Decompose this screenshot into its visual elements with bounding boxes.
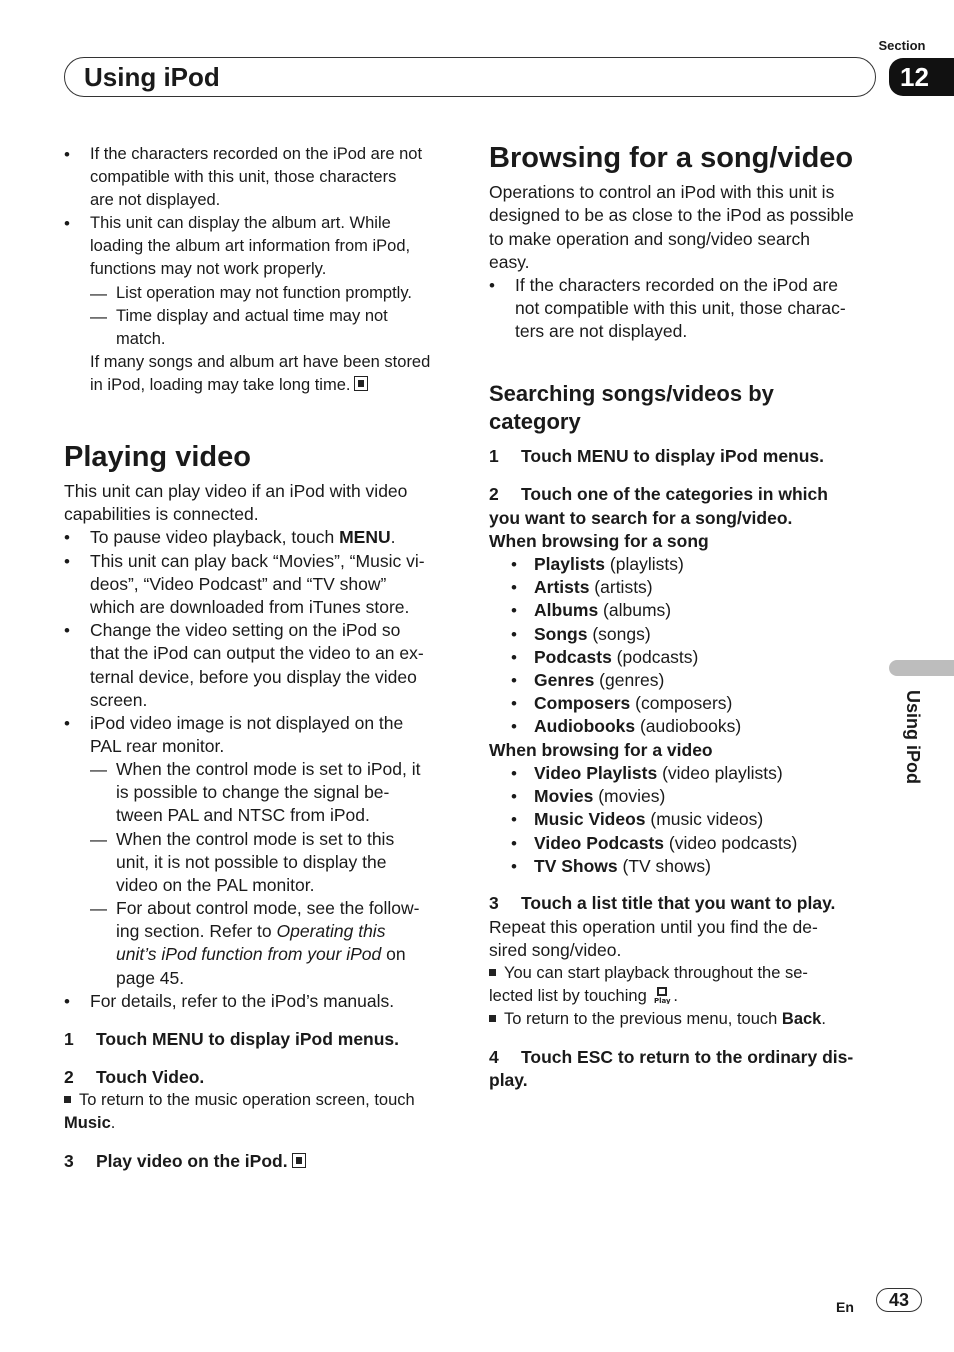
bullet-dot: • [511, 647, 517, 667]
text-span: . [821, 1010, 826, 1028]
text-span: in iPod, loading may take long time. [90, 376, 351, 394]
category-item [534, 669, 664, 692]
section-heading-playing-video: Playing video [64, 441, 251, 473]
bullet-dot: • [64, 214, 70, 233]
step-number: 1 [489, 446, 499, 466]
text-line: functions may not work properly. [90, 260, 327, 278]
text-line: loading the album art information from iPod, [90, 237, 411, 255]
text-line: Time display and actual time may not [116, 307, 388, 325]
step-number: 3 [64, 1151, 74, 1171]
bullet-dot: • [64, 992, 70, 1011]
text-line: designed to be as close to the iPod as possible [489, 205, 854, 225]
step-text: play. [489, 1070, 528, 1090]
category-item [534, 692, 732, 715]
cross-reference: unit’s iPod function from your iPod [116, 944, 382, 964]
category-name: Movies [534, 786, 594, 807]
category-name: Genres [534, 670, 595, 690]
category-name: Video Playlists [534, 763, 658, 783]
category-desc: (movies) [593, 786, 666, 807]
square-bullet-icon [489, 1015, 496, 1022]
category-item [534, 832, 797, 855]
category-item [534, 623, 651, 646]
step-text: Touch MENU to display iPod menus. [96, 1029, 400, 1049]
category-desc: (songs) [587, 623, 651, 644]
section-number: 12 [889, 58, 954, 96]
step-text: Touch a list title that you want to play. [521, 893, 836, 913]
text-line [116, 943, 406, 966]
section-label: Section [878, 38, 926, 53]
step-number: 2 [489, 484, 499, 504]
text-line: is possible to change the signal be- [116, 782, 390, 802]
text-line: to make operation and song/video search [489, 229, 811, 249]
step-text: Touch Video. [96, 1067, 205, 1087]
side-tab-label: Using iPod [903, 690, 923, 784]
text-line: For details, refer to the iPod’s manuals. [90, 991, 395, 1011]
category-item [534, 715, 741, 738]
note-line [489, 1008, 826, 1031]
category-desc: (music videos) [645, 809, 764, 830]
text-line: not compatible with this unit, those charac- [515, 298, 846, 318]
text-span: To return to the previous menu, touch [504, 1010, 782, 1028]
text-line: unit, it is not possible to display the [116, 852, 387, 872]
bullet-dot: • [64, 714, 70, 733]
text-line: capabilities is connected. [64, 504, 259, 524]
menu-keyword: MENU [339, 527, 391, 547]
video-heading: When browsing for a video [489, 740, 713, 760]
side-tab-marker [889, 660, 954, 676]
text-line: which are downloaded from iTunes store. [90, 597, 410, 617]
text-line: deos”, “Video Podcast” and “TV show” [90, 574, 387, 594]
text-span: ing section. Refer to [116, 921, 277, 941]
category-item [534, 808, 763, 831]
category-item [534, 646, 698, 669]
category-desc: (video podcasts) [664, 832, 798, 853]
bullet-dot: • [511, 833, 517, 853]
text-line: If many songs and album art have been stored [90, 353, 431, 371]
bullet-dot: • [64, 621, 70, 640]
bullet-dot: • [511, 671, 517, 690]
svg-text:Play: Play [654, 997, 671, 1004]
dash-mark: — [90, 307, 107, 326]
dash-mark: — [90, 899, 107, 918]
back-keyword: Back [781, 1010, 822, 1028]
section-heading-browsing: Browsing for a song/video [489, 142, 854, 174]
text-line: video on the PAL monitor. [116, 875, 315, 895]
bullet-dot: • [511, 555, 517, 574]
note-line [489, 962, 808, 985]
text-line: that the iPod can output the video to an ex- [90, 643, 424, 663]
bullet-dot: • [511, 624, 517, 644]
text-line: sired song/video. [489, 940, 622, 960]
category-name: Composers [534, 693, 631, 714]
text-line: Repeat this operation until you find the de- [489, 917, 818, 937]
category-desc: (genres) [594, 670, 665, 690]
play-all-icon [653, 986, 671, 1004]
text-line: This unit can play back “Movies”, “Music vi- [90, 551, 425, 571]
text-span: To return to the music operation screen, touch [79, 1091, 415, 1109]
category-desc: (TV shows) [617, 855, 711, 876]
category-item [534, 855, 711, 878]
category-item [534, 785, 665, 808]
bullet-dot: • [511, 601, 517, 621]
bullet-dot: • [511, 810, 517, 830]
text-span: You can start playback throughout the se- [504, 964, 808, 982]
text-line: are not displayed. [90, 191, 221, 209]
category-name: Music Videos [534, 809, 646, 830]
cross-reference: Operating this [276, 921, 386, 941]
text-line: match. [116, 330, 166, 348]
text-span: Play video on the iPod. [96, 1151, 288, 1171]
language-label: En [836, 1299, 854, 1315]
category-item [534, 553, 684, 576]
text-line: This unit can play video if an iPod with video [64, 481, 408, 501]
text-line [90, 374, 368, 397]
subheading-searching: category [489, 409, 581, 434]
step-number: 1 [64, 1029, 74, 1049]
bullet-dot: • [511, 578, 517, 598]
category-desc: (video playlists) [657, 763, 783, 783]
song-heading: When browsing for a song [489, 531, 709, 551]
end-mark-icon [354, 376, 368, 391]
category-desc: (audiobooks) [635, 716, 742, 737]
text-span: To pause video playback, touch [90, 527, 340, 547]
text-line: screen. [90, 690, 148, 710]
bullet-dot: • [511, 764, 517, 783]
text-line: Change the video setting on the iPod so [90, 620, 401, 640]
step-number: 4 [489, 1047, 499, 1067]
text-line [116, 920, 385, 943]
text-line: ternal device, before you display the video [90, 667, 417, 687]
text-line: iPod video image is not displayed on the [90, 713, 404, 733]
subheading-searching: Searching songs/videos by [489, 381, 774, 406]
bullet-dot: • [64, 552, 70, 571]
category-name: Podcasts [534, 646, 612, 667]
text-line: page 45. [116, 968, 185, 988]
text-line: This unit can display the album art. While [90, 214, 391, 232]
dash-mark: — [90, 760, 107, 779]
text-line: For about control mode, see the follow- [116, 898, 420, 918]
step-text: Touch ESC to return to the ordinary dis- [521, 1047, 854, 1067]
note-line [489, 985, 678, 1008]
text-line: When the control mode is set to this [116, 829, 395, 849]
step-text: Touch MENU to display iPod menus. [521, 446, 825, 466]
bullet-dot: • [511, 717, 517, 737]
text-span: lected list by touching [489, 987, 652, 1005]
text-line: If the characters recorded on the iPod are [515, 275, 838, 295]
bullet-dot: • [489, 276, 495, 295]
step-text: you want to search for a song/video. [489, 508, 793, 528]
page-number: 43 [876, 1288, 922, 1312]
note-line [64, 1112, 115, 1135]
category-item [534, 599, 671, 622]
text-line [90, 526, 395, 549]
bullet-dot: • [64, 145, 70, 164]
text-line: Operations to control an iPod with this unit is [489, 182, 835, 202]
music-keyword: Music [64, 1114, 111, 1132]
dash-mark: — [90, 830, 107, 849]
category-desc: (podcasts) [611, 646, 699, 667]
step-text: Touch one of the categories in which [521, 484, 828, 504]
square-bullet-icon [64, 1096, 71, 1103]
step-text [96, 1150, 306, 1173]
text-line: tween PAL and NTSC from iPod. [116, 805, 370, 825]
dash-mark: — [90, 284, 107, 303]
end-mark-icon [292, 1153, 306, 1168]
bullet-dot: • [64, 528, 70, 547]
category-desc: (artists) [589, 577, 653, 598]
square-bullet-icon [489, 969, 496, 976]
text-line: When the control mode is set to iPod, it [116, 759, 421, 779]
text-line: ters are not displayed. [515, 321, 688, 341]
category-desc: (playlists) [605, 554, 684, 574]
step-number: 3 [489, 893, 499, 913]
category-name: Audiobooks [534, 716, 636, 737]
text-line: compatible with this unit, those characters [90, 168, 397, 186]
text-line: List operation may not function promptly. [116, 284, 412, 302]
step-number: 2 [64, 1067, 74, 1087]
text-span: . [673, 987, 678, 1005]
bullet-dot: • [511, 856, 517, 876]
text-span: on [381, 944, 406, 964]
page-title: Using iPod [84, 62, 220, 92]
bullet-dot: • [511, 694, 517, 714]
category-name: Video Podcasts [534, 832, 665, 853]
text-line: PAL rear monitor. [90, 736, 225, 756]
category-desc: (composers) [630, 693, 733, 714]
text-line: easy. [489, 252, 530, 272]
category-item [534, 576, 653, 599]
category-name: TV Shows [534, 855, 618, 876]
text-span: . [110, 1114, 116, 1132]
text-span: . [390, 527, 396, 547]
category-name: Songs [534, 623, 588, 644]
category-item [534, 762, 783, 785]
bullet-dot: • [511, 787, 517, 807]
category-name: Artists [534, 577, 590, 598]
note-line [64, 1089, 415, 1112]
category-desc: (albums) [598, 600, 672, 621]
text-line: If the characters recorded on the iPod are not [90, 145, 423, 163]
category-name: Albums [534, 600, 599, 621]
category-name: Playlists [534, 554, 606, 574]
